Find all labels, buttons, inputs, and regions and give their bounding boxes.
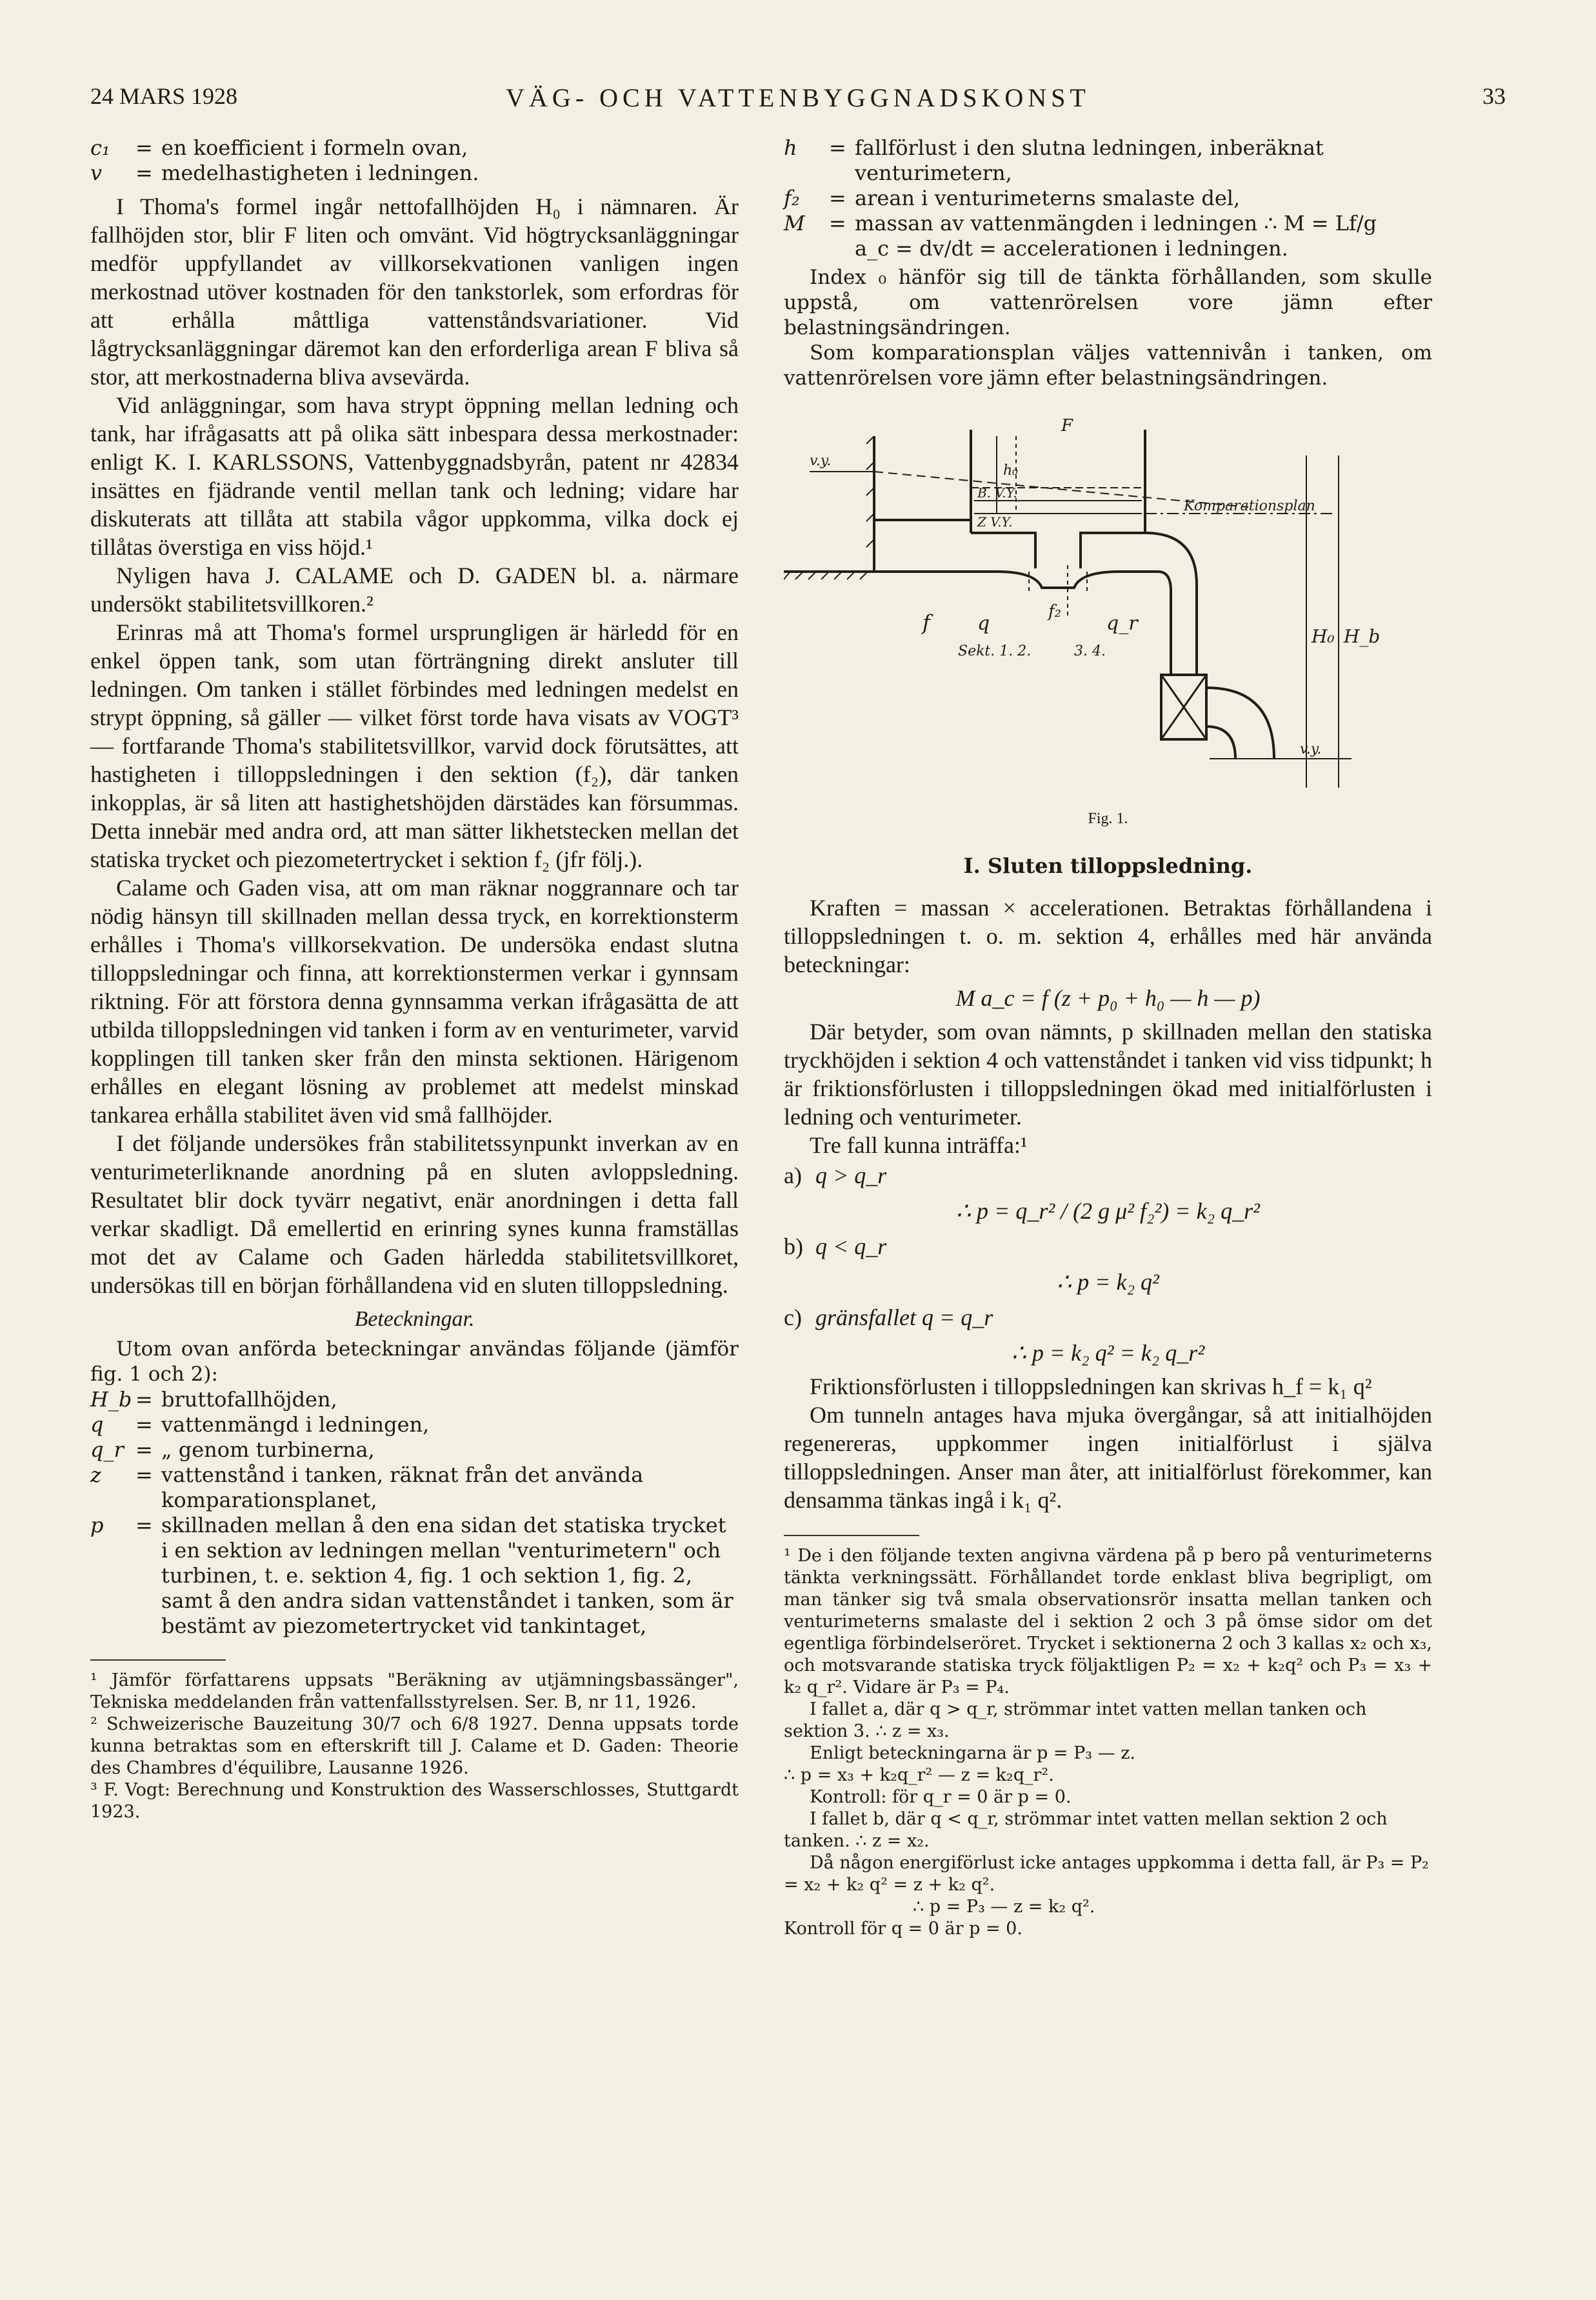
penstock-inner bbox=[1158, 572, 1171, 675]
label-h0: h₀ bbox=[1003, 463, 1018, 479]
draft-tube-outer bbox=[1206, 688, 1274, 759]
section-heading-beteckningar: Beteckningar. bbox=[354, 1307, 475, 1331]
label-F: F bbox=[1061, 416, 1073, 435]
paragraph: Erinras må att Thoma's formel ursprungligen är härledd för en enkel öppen tank, som utan förträngning direkt ansluter till ledningen. Om tanken i stället förbindes med ledningen medelst en strypt öppning, så gäller — vilket först torde hava visats av VOGT³ — fortfarande Thoma's stabilitetsvillkor, varvid dock förutsättes, att hastigheten i tilloppsledningen i den sektion (f₂), där tanken inkopplas, är så liten att hastighetshöjden därstädes kan försummas. Detta innebär med andra ord, att man sätter likhetstecken mellan det statiska trycket och piezometertrycket i sektion f₂ (jfr följ.). bbox=[90, 619, 739, 872]
case-a-result: ∴ p = q_r² / (2 g μ² f₂²) = k₂ q_r² bbox=[956, 1198, 1260, 1224]
footnote-3: ³ F. Vogt: Berechnung und Konstruktion des Wasserschlosses, Stuttgardt 1923. bbox=[90, 1780, 739, 1822]
case-a: a) q > q_r bbox=[784, 1163, 887, 1188]
case-b: b) q < q_r bbox=[784, 1234, 887, 1259]
footnote-right: ¹ De i den följande texten angivna värdena på p bero på venturimeterns tänkta verkningssätt. Förhållandet torde enklast bliva begripligt, om man tänker sig två smala observationsrör insatta mellan tanken och venturimeterns smalaste del i sektion 2 och 3 på ömse sidor om det egentliga förbindelseröret. Trycket i sektionerna 2 och 3 kallas x₂ och x₃, och motsvarande statiska tryck följaktligen P₂ = x₂ + k₂q² och P₃ = x₃ + k₂ q_r². Vidare är P₃ = P₄. bbox=[784, 1546, 1432, 1697]
footnote-line: Kontroll för q = 0 är p = 0. bbox=[784, 1919, 1022, 1939]
definition-row: p = skillnaden mellan å den ena sidan det statiska trycket i en sektion av ledningen mellan "venturimetern" och turbinen, t. e. sektion 4, fig. 1 och sektion 1, fig. 2, samt å den andra sidan vattenståndet i tanken, som är bestämt av piezometertrycket vid tankintaget, bbox=[90, 1513, 733, 1638]
footnote-2: ² Schweizerische Bauzeitung 30/7 och 6/8 1927. Denna uppsats torde kunna betraktas som en efterskrift till J. Calame et D. Gaden: Theorie des Chambres d'équilibre, Lausanne 1926. bbox=[90, 1714, 739, 1778]
komparationsplan-paragraph: Som komparationsplan väljes vattennivån i tanken, om vattenrörelsen vore jämn efter belastningsändringen. bbox=[784, 341, 1432, 390]
definition-row: M = massan av vattenmängden i ledningen ∴ M = Lf/g bbox=[784, 211, 1377, 235]
definition-row: q = vattenmängd i ledningen, bbox=[90, 1412, 430, 1437]
equation-main: M a_c = f (z + p₀ + h₀ — h — p) bbox=[955, 985, 1261, 1011]
figure-1 bbox=[784, 410, 1432, 810]
running-head bbox=[90, 83, 1506, 121]
notation-intro: Utom ovan anförda beteckningar användas följande (jämför fig. 1 och 2): bbox=[90, 1337, 739, 1386]
paragraph: Om tunneln antages hava mjuka övergångar, så att initialhöjden regenereras, uppkommer ingen initialförlust i själva tilloppsledningen. Anser man åter, att initialförlust förekommer, kan densamma tänkas ingå i k₁ q². bbox=[784, 1402, 1432, 1513]
figure-1-drawing bbox=[784, 410, 1432, 810]
paragraph: Vid anläggningar, som hava strypt öppning mellan ledning och tank, har ifrågasatts att på olika sätt inbespara dessa merkostnader: enligt K. I. KARLSSONS, Vattenbyggnadsbyrån, patent nr 42834 insättes en fjädrande ventil mellan tank och ledning; vidare har diskuterats att tillåta att stabila vågor uppkomma, vilka dock ej tillåtas överstiga en viss höjd.¹ bbox=[90, 392, 739, 560]
paragraph: I det följande undersökes från stabilitetssynpunkt inverkan av en venturimeterliknande anordning på en sluten avloppsledning. Resultatet blir dock tyvärr negativt, enär anordningen i detta fall verkar skadligt. Då emellertid en erinring synes kunna framställas mot det av Calame och Gaden härledda stabilitetsvillkoret, undersökas till en början förhållandena vid en sluten tilloppsledning. bbox=[90, 1130, 739, 1298]
case-c: c) gränsfallet q = q_r bbox=[784, 1305, 993, 1330]
definition-row: a_c = dv/dt = accelerationen i ledningen. bbox=[855, 236, 1288, 261]
footnote-line: ∴ p = x₃ + k₂q_r² — z = k₂q_r². bbox=[784, 1765, 1054, 1785]
label-f: f bbox=[923, 610, 930, 635]
pipe-lower-venturi bbox=[874, 572, 1158, 588]
tank-bottom-right bbox=[1081, 533, 1145, 568]
page-number: 33 bbox=[1482, 83, 1506, 109]
definition-row: h = fallförlust i den slutna ledningen, inberäknat venturimetern, bbox=[784, 135, 1324, 185]
label-Hb: H_b bbox=[1344, 626, 1381, 647]
label-vy-bottom: v.y. bbox=[1300, 741, 1322, 757]
journal-title: VÄG- OCH VATTENBYGGNADSKONST bbox=[506, 83, 1090, 112]
paragraph: Nyligen hava J. CALAME och D. GADEN bl. a. närmare undersökt stabilitetsvillkoren.² bbox=[90, 563, 739, 617]
footnote-rule bbox=[90, 1659, 226, 1661]
footnote-1: ¹ Jämför författarens uppsats "Beräkning av utjämningsbassänger", Tekniska meddelanden från vattenfallsstyrelsen. Ser. B, nr 11, 1926. bbox=[90, 1670, 739, 1712]
definition-row: f₂ = arean i venturimeterns smalaste del, bbox=[784, 186, 1241, 210]
draft-tube-inner bbox=[1206, 726, 1235, 759]
paragraph: I Thoma's formel ingår nettofallhöjden H₀ i nämnaren. Är fallhöjden stor, blir F liten och omvänt. Vid högtrycksanläggningar medför uppfyllandet av villkorsekvationen vanligen ingen merkostnad utöver kostnaden för den tankstorlek, som erfordras för att erhålla måttliga vattenståndsvariationer. Vid lågtrycksanläggningar däremot kan den erforderliga arean F bliva så stor, att merkostnaderna bliva avsevärda. bbox=[90, 194, 739, 390]
footnote-line: I fallet a, där q > q_r, strömmar intet vatten mellan tanken och sektion 3. ∴ z = x₃. bbox=[784, 1699, 1367, 1741]
paragraph: Kraften = massan × accelerationen. Betraktas förhållandena i tilloppsledningen t. o. m. sektion 4, erhålles med här använda beteckningar: bbox=[784, 895, 1432, 977]
definition-row: v = medelhastigheten i ledningen. bbox=[90, 161, 479, 185]
label-bvy: B. V.Y. bbox=[977, 485, 1017, 501]
issue-date: 24 MARS 1928 bbox=[90, 83, 238, 109]
label-sekt-34: 3. 4. bbox=[1074, 643, 1106, 659]
index-paragraph: Index ₀ hänför sig till de tänkta förhållanden, som skulle uppstå, om vattenrörelsen vore jämn efter belastningsändringen. bbox=[784, 266, 1432, 339]
footnote-line: ∴ p = P₃ — z = k₂ q². bbox=[913, 1897, 1095, 1917]
definition-row: c₁ = en koefficient i formeln ovan, bbox=[90, 135, 468, 160]
tank-bottom-left bbox=[971, 533, 1035, 568]
definition-row: q_r = „ genom turbinerna, bbox=[90, 1437, 375, 1462]
left-column bbox=[90, 135, 739, 1823]
label-komparationsplan: Komparationsplan bbox=[1184, 498, 1315, 514]
case-b-result: ∴ p = k₂ q² bbox=[1057, 1269, 1159, 1295]
label-Ho: H₀ bbox=[1312, 626, 1335, 647]
footnote-line: Enligt beteckningarna är p = P₃ — z. bbox=[810, 1743, 1136, 1763]
label-qr: q_r bbox=[1106, 612, 1138, 635]
footnote-line: Då någon energiförlust icke antages uppkomma i detta fall, är P₃ = P₂ = x₂ + k₂ q² = z + k₂ q². bbox=[784, 1853, 1429, 1895]
case-c-result: ∴ p = k₂ q² = k₂ q_r² bbox=[1011, 1340, 1205, 1366]
definition-row: H_b = bruttofallhöjden, bbox=[90, 1387, 337, 1412]
label-f2: f₂ bbox=[1048, 602, 1062, 621]
right-column bbox=[784, 135, 1432, 1940]
section-heading-sluten: I. Sluten tilloppsledning. bbox=[963, 854, 1253, 878]
paragraph: Friktionsförlusten i tilloppsledningen kan skrivas h_f = k₁ q² bbox=[810, 1374, 1372, 1399]
paragraph: Calame och Gaden visa, att om man räknar noggrannare och tar nödig hänsyn till skillnaden mellan dessa tryck, en korrektionsterm erhålles i Thoma's villkorsekvation. De undersöka endast slutna tilloppsledningar och finna, att korrektionstermen verkar i gynnsam riktning. För att förstora denna gynnsamma verkan ifrågasätta de att utbilda tilloppsledningen vid tanken i form av en venturimeter, varvid kopplingen till tanken sker från den minsta sektionen. Härigenom erhålles en elegant lösning av problemet att medelst minskad tankarea erhålla stabilitet även vid små fallhöjder. bbox=[90, 875, 739, 1128]
footnote-line: Kontroll: för q_r = 0 är p = 0. bbox=[810, 1787, 1072, 1807]
footnote-line: I fallet b, där q < q_r, strömmar intet vatten mellan sektion 2 och tanken. ∴ z = x₂. bbox=[784, 1809, 1388, 1851]
paragraph: Tre fall kunna inträffa:¹ bbox=[810, 1132, 1028, 1158]
paragraph: Där betyder, som ovan nämnts, p skillnaden mellan den statiska tryckhöjden i sektion 4 och vattenståndet i tanken vid viss tidpunkt; h är friktionsförlusten i tilloppsledningen ökad med initialförlusten i ledning och venturimeter. bbox=[784, 1019, 1432, 1130]
footnote-rule bbox=[784, 1535, 919, 1536]
label-zvy: Z V.Y. bbox=[977, 514, 1013, 530]
label-sekt: Sekt. 1. 2. bbox=[958, 643, 1032, 659]
label-q: q bbox=[977, 612, 990, 635]
definition-row: z = vattenstånd i tanken, räknat från det använda komparationsplanet, bbox=[90, 1463, 644, 1512]
label-vy-top: v.y. bbox=[810, 453, 832, 469]
figure-caption: Fig. 1. bbox=[1088, 810, 1128, 827]
